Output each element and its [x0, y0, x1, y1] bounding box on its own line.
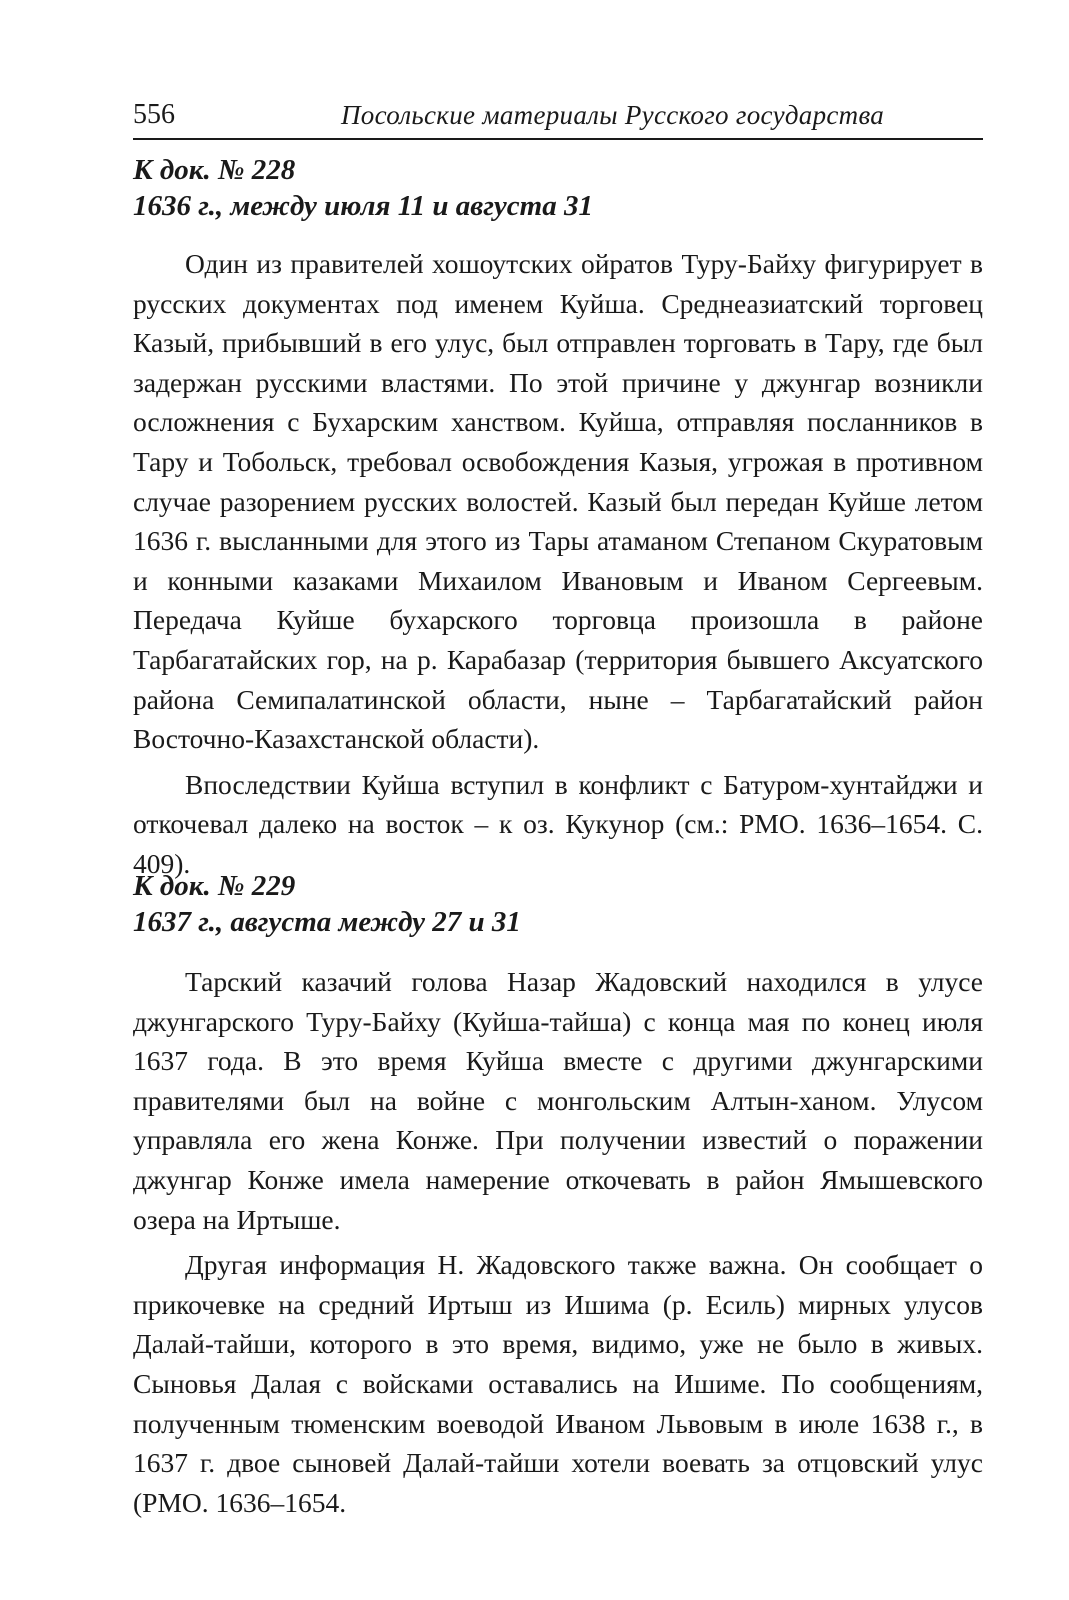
- section-body: [133, 962, 983, 1522]
- section-heading: [133, 152, 983, 224]
- commentary-section-229: [133, 868, 983, 1528]
- section-heading: [133, 868, 983, 940]
- paragraph: Впоследствии Куйша вступил в конфликт с Батуром-хунтайджи и откочевал далеко на восток – к оз. Кукунор (см.: РМО. 1636–1654. С. 409).: [133, 768, 983, 879]
- paragraph: Один из правителей хошоутских ойратов Туру-Байху фигурирует в русских документах под именем Куйша. Среднеазиатский торговец Казый, прибывший в его улус, был отправлен торговать в Тару, где был задержан русскими властями. По этой причине у джунгар возникли осложнения с Бухарским ханством. Куйша, отправляя посланников в Тару и Тобольск, требовал освобождения Казыя, угрожая в противном случае разорением русских волостей. Казый был передан Куйше летом 1636 г. высланными для этого из Тары атаманом Степаном Скуратовым и конными казаками Михаилом Ивановым и Иваном Сергеевым. Передача Куйше бухарского торговца произошла в районе Тарбагатайских гор, на р. Карабазар (территория бывшего Аксуатского района Семипалатинской области, ныне – Тарбагатайский район Восточно-Казахстанской области).: [133, 248, 983, 755]
- running-title: Посольские материалы Русского государства: [341, 100, 885, 130]
- running-head: [133, 96, 983, 140]
- commentary-section-228: [133, 152, 983, 890]
- section-heading-doc-number: К док. № 228: [133, 154, 296, 186]
- section-heading-date: 1637 г., августа между 27 и 31: [133, 906, 521, 938]
- paragraph: Тарский казачий голова Назар Жадовский находился в улусе джунгарского Туру-Байху (Куйша-тайша) с конца мая по конец июля 1637 года. В это время Куйша вместе с другими джунгарскими правителями был на войне с монгольским Алтын-ханом. Улусом управляла его жена Конже. При получении известий о поражении джунгар Конже имела намерение откочевать в район Ямышевского озера на Иртыше.: [133, 966, 983, 1235]
- section-heading-doc-number: К док. № 229: [133, 870, 296, 902]
- page-number: 556: [133, 99, 175, 130]
- section-body: [133, 244, 983, 884]
- paragraph: Другая информация Н. Жадовского также важна. Он сообщает о прикочевке на средний Иртыш из Ишима (р. Есиль) мирных улусов Далай-тайши, которого в это время, видимо, уже не было в живых. Сыновья Далая с войсками оставались на Ишиме. По сообщениям, полученным тюменским воеводой Иваном Львовым в июле 1638 г., в 1637 г. двое сыновей Далай-тайши хотели воевать за отцовский улус (РМО. 1636–1654.: [133, 1249, 983, 1518]
- section-heading-date: 1636 г., между июля 11 и августа 31: [133, 190, 593, 222]
